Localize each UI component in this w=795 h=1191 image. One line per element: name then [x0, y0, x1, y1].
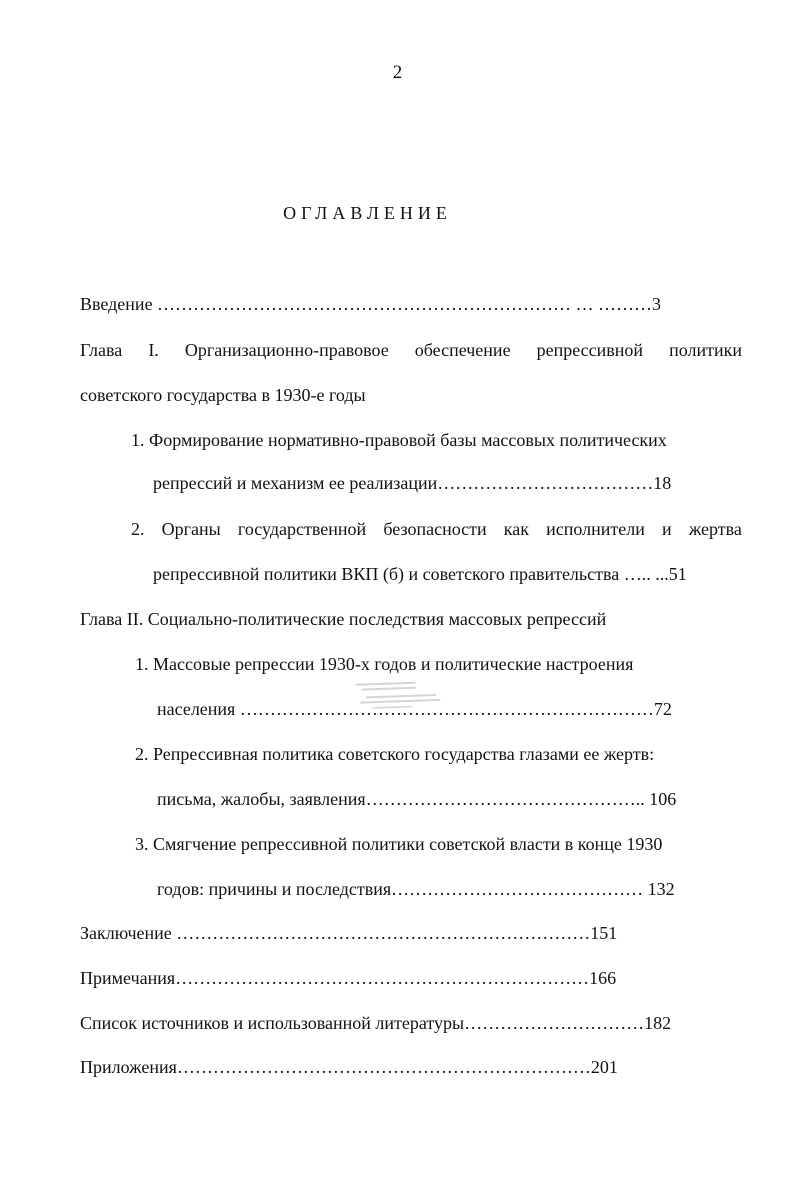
stamp-mark-icon — [341, 674, 472, 717]
toc-section-1-1-line-2: репрессий и механизм ее реализации………………………………18 — [153, 473, 672, 493]
s12-w2: Органы — [161, 519, 221, 539]
page-title: ОГЛАВЛЕНИЕ — [283, 203, 452, 223]
toc-section-2-2-line-2: письма, жалобы, заявления……………………………………….. 106 — [157, 789, 677, 809]
s12-w6: исполнители — [546, 519, 645, 539]
toc-section-2-3-line-2: годов: причины и последствия…………………………………… 132 — [157, 879, 675, 899]
s12-w1: 2. — [131, 519, 145, 539]
faded-library-stamp — [341, 674, 472, 717]
toc-entry-bibliography: Список источников и использованной литературы…………………………182 — [80, 1013, 672, 1033]
toc-section-2-1-line-1: 1. Массовые репрессии 1930-х годов и политические настроения — [135, 654, 634, 674]
toc-entry-notes: Примечания……………………………………………………………166 — [80, 968, 617, 988]
chapter-1-word-6: политики — [669, 340, 742, 360]
chapter-1-word-5: репрессивной — [536, 340, 644, 360]
chapter-1-word-1: Глава — [80, 340, 123, 360]
toc-section-1-1-line-1: 1. Формирование нормативно-правовой базы массовых политических — [131, 430, 667, 450]
s12-w3: государственной — [237, 519, 367, 539]
toc-chapter-1-title-line-1 — [80, 338, 742, 362]
chapter-1-word-4: обеспечение — [414, 340, 511, 360]
toc-entry-introduction: Введение …………………………………………………………… … ………3 — [80, 294, 662, 314]
toc-section-2-3-line-1: 3. Смягчение репрессивной политики советской власти в конце 1930 — [135, 834, 663, 854]
toc-section-2-2-line-1: 2. Репрессивная политика советского государства глазами ее жертв: — [135, 744, 655, 764]
s12-w8: жертва — [688, 519, 742, 539]
toc-section-1-2-line-1 — [131, 517, 742, 541]
toc-chapter-1-title-line-2: советского государства в 1930-е годы — [80, 385, 366, 405]
s12-w5: как — [503, 519, 530, 539]
toc-section-1-2-line-2: репрессивной политики ВКП (б) и советского правительства ….. ...51 — [153, 564, 687, 584]
toc-entry-appendices: Приложения……………………………………………………………201 — [80, 1057, 618, 1077]
chapter-1-word-2: I. — [148, 340, 159, 360]
toc-entry-conclusion: Заключение ……………………………………………………………151 — [80, 923, 618, 943]
page-number: 2 — [392, 62, 403, 83]
toc-chapter-2-heading: Глава II. Социально-политические последствия массовых репрессий — [80, 609, 607, 629]
toc-section-2-1-line-2: населения ……………………………………………………………72 — [157, 699, 672, 719]
s12-w4: безопасности — [383, 519, 487, 539]
s12-w7: и — [662, 519, 672, 539]
chapter-1-word-3: Организационно-правовое — [184, 340, 389, 360]
